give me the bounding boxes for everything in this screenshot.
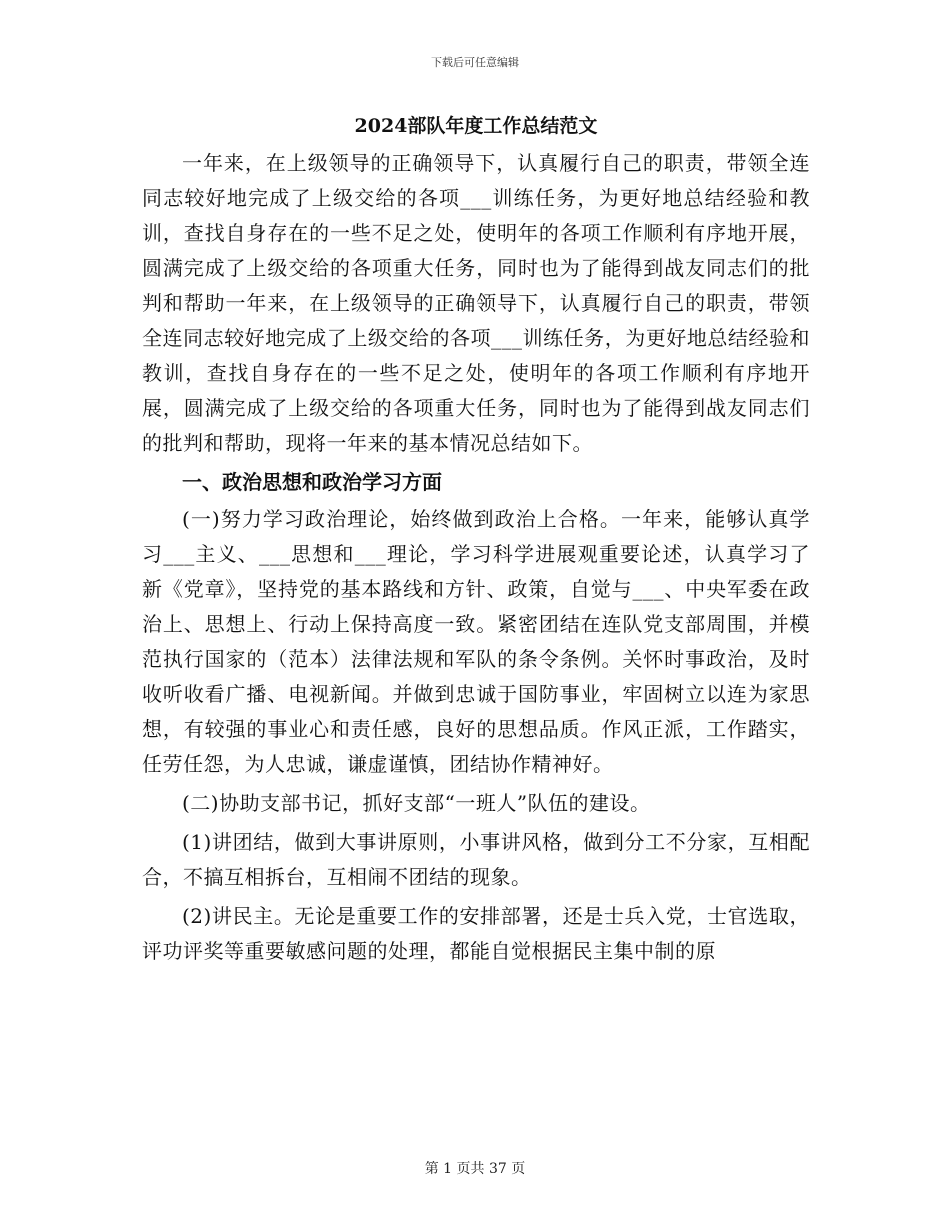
page-footer: 第 1 页共 37 页 [424,1161,526,1177]
paragraph-unity: (1)讲团结，做到大事讲原则，小事讲风格，做到分工不分家，互相配合，不搞互相拆台，互相闹不团结的现象。 [142,830,810,889]
header-note: 下载后可任意编辑 [431,56,519,69]
paragraph-democracy: (2)讲民主。无论是重要工作的安排部署，还是士兵入党，士官选取，评功评奖等重要敏感问题的处理，都能自觉根据民主集中制的原 [142,904,810,963]
paragraph-political-study: (一)努力学习政治理论，始终做到政治上合格。一年来，能够认真学习___主义、___思想和___理论，学习科学进展观重要论述，认真学习了新《党章》，坚持党的基本路线和方针、政策，自觉与___、中央军委在政治上、思想上、行动上保持高度一致。紧密团结在连队党支部周围，并模范执行国家的（范本）法律法规和军队的条令条例。关怀时事政治，及时收听收看广播、电视新闻。并做到忠诚于国防事业，牢固树立以连为家思想，有较强的事业心和责任感，良好的思想品质。作风正派，工作踏实，任劳任怨，为人忠诚，谦虚谨慎，团结协作精神好。 [142,507,810,776]
intro-paragraph: 一年来，在上级领导的正确领导下，认真履行自己的职责，带领全连同志较好地完成了上级交给的各项___训练任务，为更好地总结经验和教训，查找自身存在的一些不足之处，使明年的各项工作顺利有序地开展，圆满完成了上级交给的各项重大任务，同时也为了能得到战友同志们的批判和帮助一年来，在上级领导的正确领导下，认真履行自己的职责，带领全连同志较好地完成了上级交给的各项___训练任务，为更好地总结经验和教训，查找自身存在的一些不足之处，使明年的各项工作顺利有序地开展，圆满完成了上级交给的各项重大任务，同时也为了能得到战友同志们的批判和帮助，现将一年来的基本情况总结如下。 [142,151,810,455]
document-body [142,112,810,969]
paragraph-branch-team: (二)协助支部书记，抓好支部“一班人”队伍的建设。 [182,791,651,815]
document-title: 2024部队年度工作总结范文 [354,115,598,137]
section-heading-political: 一、政治思想和政治学习方面 [182,470,442,494]
